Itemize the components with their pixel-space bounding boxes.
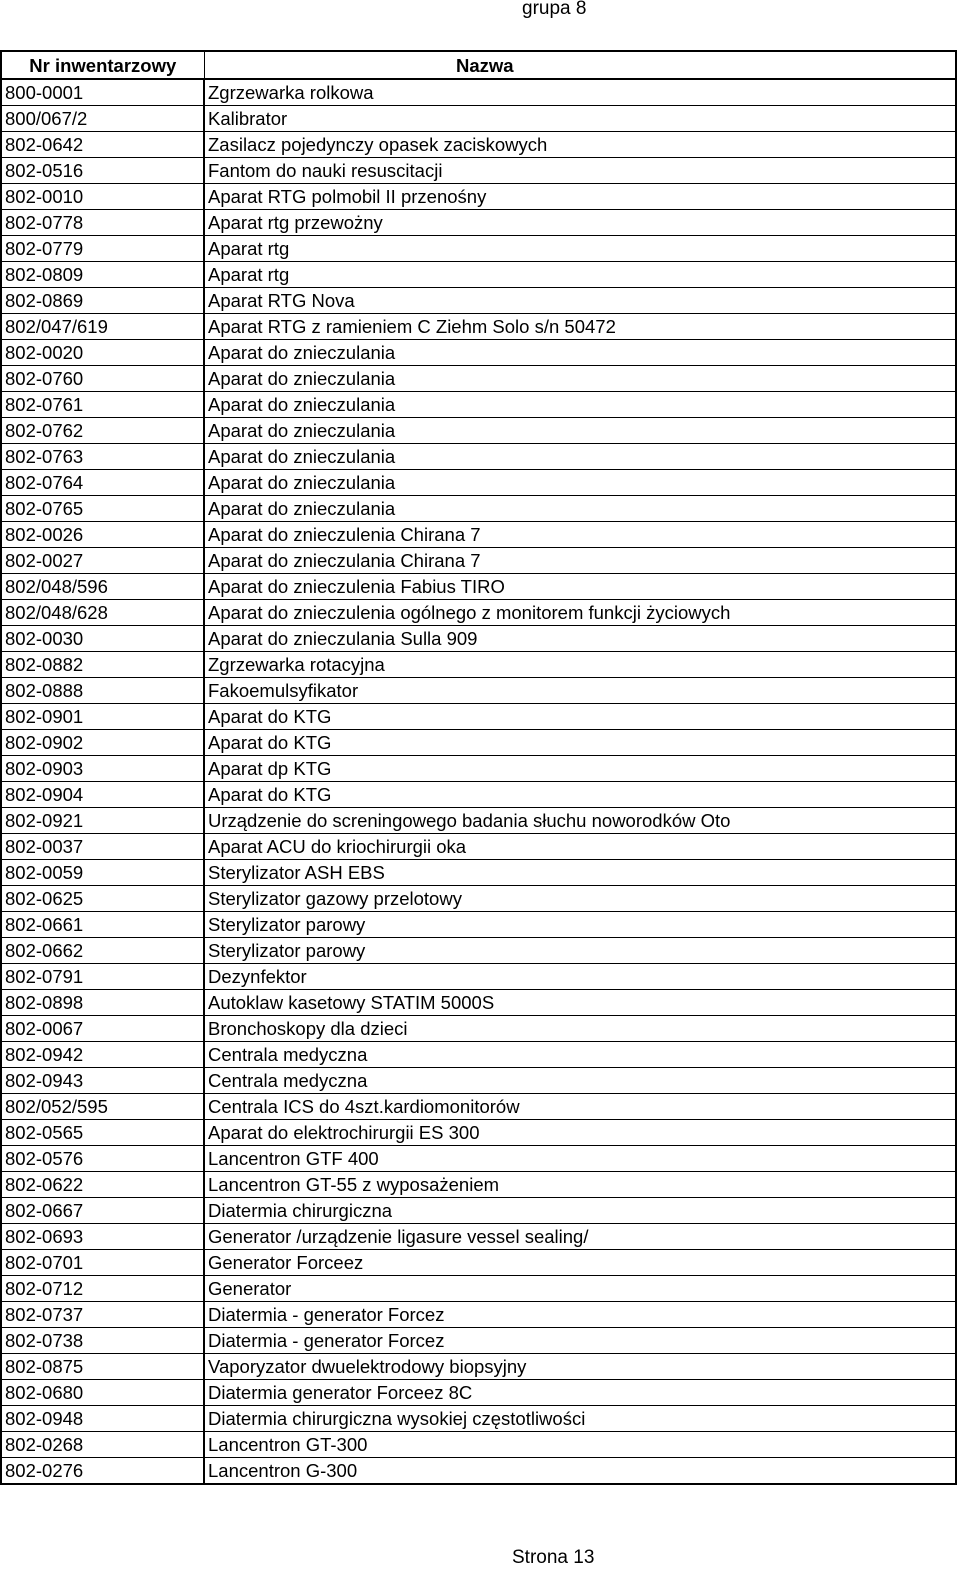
item-name-cell: Vaporyzator dwuelektrodowy biopsyjny [204, 1354, 956, 1380]
inventory-number-cell: 802-0902 [1, 730, 204, 756]
group-label: grupa 8 [522, 0, 587, 19]
item-name-cell: Autoklaw kasetowy STATIM 5000S [204, 990, 956, 1016]
column-header-nr: Nr inwentarzowy [1, 51, 204, 79]
table-row [1, 366, 956, 392]
item-name-cell: Aparat do elektrochirurgii ES 300 [204, 1120, 956, 1146]
inventory-number-cell: 802-0662 [1, 938, 204, 964]
item-name-cell: Kalibrator [204, 106, 956, 132]
table-row [1, 184, 956, 210]
item-name-cell: Aparat do znieczulania Chirana 7 [204, 548, 956, 574]
table-row [1, 496, 956, 522]
table-row [1, 522, 956, 548]
inventory-number-cell: 802-0948 [1, 1406, 204, 1432]
item-name-cell: Centrala medyczna [204, 1042, 956, 1068]
item-name-cell: Sterylizator parowy [204, 938, 956, 964]
inventory-number-cell: 802/048/596 [1, 574, 204, 600]
table-row [1, 1458, 956, 1485]
inventory-number-cell: 802-0764 [1, 470, 204, 496]
table-row [1, 964, 956, 990]
item-name-cell: Fakoemulsyfikator [204, 678, 956, 704]
table-row [1, 886, 956, 912]
table-row [1, 1432, 956, 1458]
item-name-cell: Centrala medyczna [204, 1068, 956, 1094]
table-row [1, 808, 956, 834]
item-name-cell: Aparat do znieczulenia Chirana 7 [204, 522, 956, 548]
item-name-cell: Aparat do znieczulania [204, 366, 956, 392]
inventory-number-cell: 800-0001 [1, 79, 204, 106]
table-row [1, 1380, 956, 1406]
table-row [1, 990, 956, 1016]
item-name-cell: Dezynfektor [204, 964, 956, 990]
inventory-number-cell: 802-0625 [1, 886, 204, 912]
table-row [1, 236, 956, 262]
inventory-number-cell: 802-0712 [1, 1276, 204, 1302]
inventory-number-cell: 802-0701 [1, 1250, 204, 1276]
inventory-number-cell: 802-0903 [1, 756, 204, 782]
table-row [1, 626, 956, 652]
table-row [1, 1172, 956, 1198]
item-name-cell: Aparat RTG Nova [204, 288, 956, 314]
inventory-number-cell: 802-0565 [1, 1120, 204, 1146]
table-row [1, 158, 956, 184]
item-name-cell: Lancentron GTF 400 [204, 1146, 956, 1172]
inventory-number-cell: 802-0898 [1, 990, 204, 1016]
table-row [1, 1328, 956, 1354]
inventory-number-cell: 802-0888 [1, 678, 204, 704]
item-name-cell: Aparat do znieczulania [204, 392, 956, 418]
item-name-cell: Generator /urządzenie ligasure vessel sealing/ [204, 1224, 956, 1250]
item-name-cell: Zgrzewarka rotacyjna [204, 652, 956, 678]
item-name-cell: Urządzenie do screningowego badania słuchu noworodków Oto [204, 808, 956, 834]
item-name-cell: Aparat dp KTG [204, 756, 956, 782]
inventory-number-cell: 802-0516 [1, 158, 204, 184]
table-row [1, 1016, 956, 1042]
inventory-number-cell: 802-0942 [1, 1042, 204, 1068]
table-row [1, 340, 956, 366]
inventory-table [0, 50, 957, 1485]
table-row [1, 210, 956, 236]
inventory-number-cell: 802-0026 [1, 522, 204, 548]
item-name-cell: Centrala ICS do 4szt.kardiomonitorów [204, 1094, 956, 1120]
table-row [1, 392, 956, 418]
table-row [1, 1250, 956, 1276]
item-name-cell: Aparat do znieczulenia ogólnego z monitorem funkcji życiowych [204, 600, 956, 626]
item-name-cell: Aparat do KTG [204, 704, 956, 730]
table-row [1, 756, 956, 782]
inventory-number-cell: 802/048/628 [1, 600, 204, 626]
item-name-cell: Diatermia chirurgiczna [204, 1198, 956, 1224]
item-name-cell: Aparat rtg [204, 262, 956, 288]
inventory-number-cell: 802-0037 [1, 834, 204, 860]
inventory-number-cell: 802-0276 [1, 1458, 204, 1485]
inventory-number-cell: 802-0030 [1, 626, 204, 652]
table-row [1, 860, 956, 886]
inventory-number-cell: 802-0693 [1, 1224, 204, 1250]
item-name-cell: Aparat do znieczulania [204, 418, 956, 444]
inventory-number-cell: 802-0778 [1, 210, 204, 236]
table-row [1, 1302, 956, 1328]
item-name-cell: Sterylizator ASH EBS [204, 860, 956, 886]
inventory-number-cell: 802-0809 [1, 262, 204, 288]
item-name-cell: Bronchoskopy dla dzieci [204, 1016, 956, 1042]
item-name-cell: Sterylizator parowy [204, 912, 956, 938]
table-row [1, 574, 956, 600]
table-row [1, 470, 956, 496]
table-row [1, 938, 956, 964]
item-name-cell: Aparat do znieczulenia Fabius TIRO [204, 574, 956, 600]
inventory-number-cell: 802-0904 [1, 782, 204, 808]
inventory-number-cell: 802-0576 [1, 1146, 204, 1172]
inventory-number-cell: 802-0921 [1, 808, 204, 834]
table-row [1, 418, 956, 444]
inventory-number-cell: 802-0667 [1, 1198, 204, 1224]
inventory-number-cell: 802-0869 [1, 288, 204, 314]
inventory-number-cell: 802-0642 [1, 132, 204, 158]
inventory-number-cell: 802-0760 [1, 366, 204, 392]
table-row [1, 704, 956, 730]
table-row [1, 314, 956, 340]
inventory-number-cell: 802-0901 [1, 704, 204, 730]
item-name-cell: Aparat do KTG [204, 782, 956, 808]
inventory-number-cell: 802/047/619 [1, 314, 204, 340]
header-row [1, 51, 956, 79]
table-row [1, 1042, 956, 1068]
table-row [1, 1276, 956, 1302]
table-row [1, 834, 956, 860]
item-name-cell: Generator Forceez [204, 1250, 956, 1276]
item-name-cell: Aparat do znieczulania [204, 470, 956, 496]
item-name-cell: Zasilacz pojedynczy opasek zaciskowych [204, 132, 956, 158]
inventory-number-cell: 802-0762 [1, 418, 204, 444]
table-row [1, 730, 956, 756]
table-row [1, 1120, 956, 1146]
table-row [1, 912, 956, 938]
inventory-number-cell: 802-0791 [1, 964, 204, 990]
inventory-number-cell: 802-0010 [1, 184, 204, 210]
table-row [1, 652, 956, 678]
inventory-number-cell: 802-0067 [1, 1016, 204, 1042]
inventory-number-cell: 802-0680 [1, 1380, 204, 1406]
inventory-number-cell: 802-0875 [1, 1354, 204, 1380]
inventory-number-cell: 802-0027 [1, 548, 204, 574]
item-name-cell: Aparat do znieczulania [204, 340, 956, 366]
item-name-cell: Fantom do nauki resuscitacji [204, 158, 956, 184]
inventory-number-cell: 802-0661 [1, 912, 204, 938]
item-name-cell: Aparat RTG polmobil II przenośny [204, 184, 956, 210]
table-row [1, 782, 956, 808]
item-name-cell: Generator [204, 1276, 956, 1302]
inventory-number-cell: 802-0882 [1, 652, 204, 678]
item-name-cell: Aparat do znieczulania [204, 496, 956, 522]
inventory-number-cell: 802-0622 [1, 1172, 204, 1198]
item-name-cell: Aparat rtg przewożny [204, 210, 956, 236]
inventory-number-cell: 802-0765 [1, 496, 204, 522]
table-row [1, 79, 956, 106]
table-row [1, 548, 956, 574]
table-row [1, 444, 956, 470]
item-name-cell: Zgrzewarka rolkowa [204, 79, 956, 106]
item-name-cell: Diatermia generator Forceez 8C [204, 1380, 956, 1406]
table-header [1, 51, 956, 79]
item-name-cell: Diatermia - generator Forcez [204, 1328, 956, 1354]
item-name-cell: Sterylizator gazowy przelotowy [204, 886, 956, 912]
table-row [1, 106, 956, 132]
inventory-number-cell: 802/052/595 [1, 1094, 204, 1120]
page-number: Strona 13 [512, 1547, 595, 1568]
inventory-number-cell: 800/067/2 [1, 106, 204, 132]
item-name-cell: Diatermia chirurgiczna wysokiej częstotliwości [204, 1406, 956, 1432]
item-name-cell: Aparat do znieczulania Sulla 909 [204, 626, 956, 652]
inventory-number-cell: 802-0020 [1, 340, 204, 366]
table-row [1, 1224, 956, 1250]
item-name-cell: Aparat ACU do kriochirurgii oka [204, 834, 956, 860]
item-name-cell: Lancentron GT-55 z wyposażeniem [204, 1172, 956, 1198]
table-row [1, 678, 956, 704]
table-row [1, 1146, 956, 1172]
inventory-number-cell: 802-0943 [1, 1068, 204, 1094]
item-name-cell: Aparat RTG z ramieniem C Ziehm Solo s/n 50472 [204, 314, 956, 340]
item-name-cell: Lancentron GT-300 [204, 1432, 956, 1458]
inventory-number-cell: 802-0738 [1, 1328, 204, 1354]
inventory-number-cell: 802-0059 [1, 860, 204, 886]
inventory-number-cell: 802-0763 [1, 444, 204, 470]
item-name-cell: Lancentron G-300 [204, 1458, 956, 1485]
table-row [1, 262, 956, 288]
item-name-cell: Aparat do znieczulania [204, 444, 956, 470]
table-row [1, 132, 956, 158]
item-name-cell: Aparat rtg [204, 236, 956, 262]
inventory-number-cell: 802-0779 [1, 236, 204, 262]
column-header-name: Nazwa [204, 51, 956, 79]
item-name-cell: Aparat do KTG [204, 730, 956, 756]
table-row [1, 600, 956, 626]
inventory-number-cell: 802-0761 [1, 392, 204, 418]
table-body [1, 79, 956, 1484]
table-row [1, 1354, 956, 1380]
table-row [1, 1198, 956, 1224]
table-row [1, 288, 956, 314]
table-row [1, 1068, 956, 1094]
item-name-cell: Diatermia - generator Forcez [204, 1302, 956, 1328]
table-row [1, 1094, 956, 1120]
table-row [1, 1406, 956, 1432]
inventory-number-cell: 802-0737 [1, 1302, 204, 1328]
inventory-number-cell: 802-0268 [1, 1432, 204, 1458]
